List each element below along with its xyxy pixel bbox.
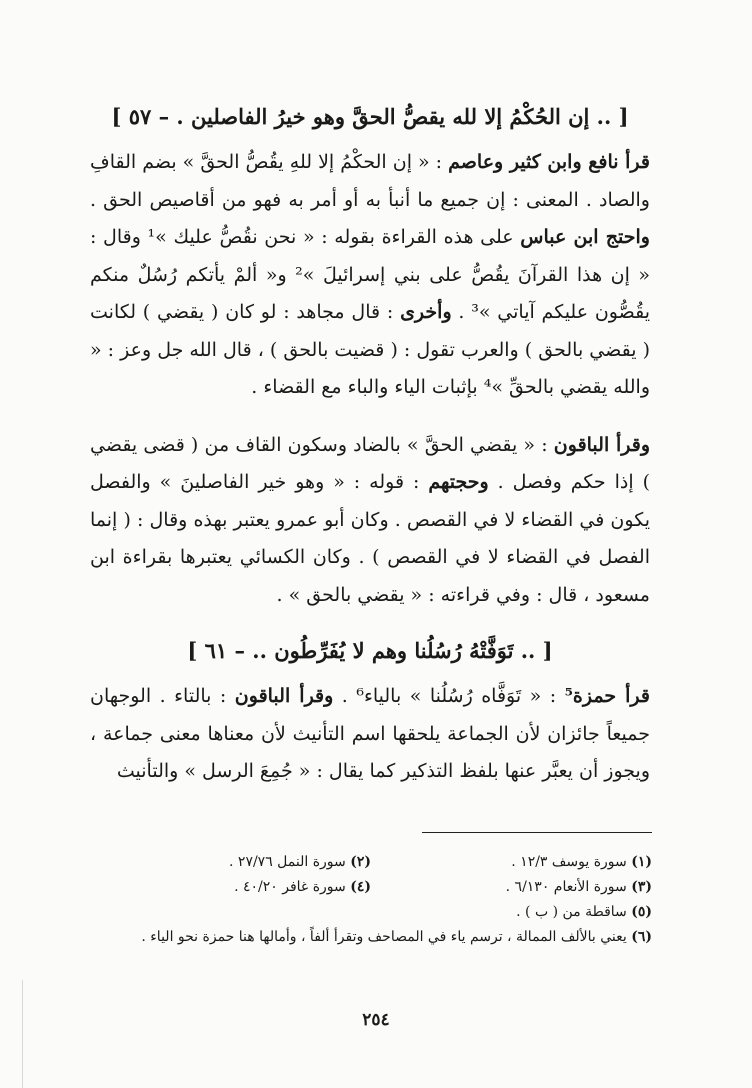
bold-term: وقرأ الباقون [553,433,650,456]
page-number: ٢٥٤ [362,1010,390,1030]
bold-term: قرأ حمزة⁵ [564,685,650,707]
bold-term: وحجتهم [428,471,489,493]
commentary-paragraph [90,427,650,615]
text-run: : « يقضي الحقَّ » بالضاد وسكون القاف من ( قضى يقضي ) إذا حكم وفصل . [90,433,650,493]
bold-term: قرأ نافع وابن كثير وعاصم [448,151,650,173]
footnote: (٤) سورة غافر ٤٠/٢٠ . [234,879,371,895]
footnote: (٣) سورة الأنعام ٦/١٣٠ . [505,879,652,895]
text-run: : « تَوَفَّاه رُسُلُنا » بالياء⁶ . [333,685,565,707]
footnote: (٢) سورة النمل ٢٧/٧٦ . [229,854,371,870]
footnote: (١) سورة يوسف ١٢/٣ . [511,854,652,870]
bold-term: وقرأ الباقون [234,685,334,707]
verse-heading-61: [ .. تَوَفَّتْهُ رُسُلُنا وهم لا يُفَرِّطُون .. – ٦١ ] [187,638,553,663]
footnote: (٥) ساقطة من ( ب ) . [516,904,652,920]
commentary-paragraph [90,144,650,407]
bold-term: واحتج ابن عباس [520,226,650,248]
footnote-divider [422,832,652,833]
text-run: : « إن الحكْمُ إلا للهِ يقُصُّ الحقَّ » بضم القافِ والصاد . المعنى : إن جميع ما أنبأ به أو أمر به فهو من أقاصيص الحق . [90,151,650,211]
text-run: : قال مجاهد : لو كان ( يقضي ) لكانت ( يقضي بالحق ) والعرب تقول : ( قضيت بالحق ) ، قال الله جل وعز : « والله يقضي بالحقِّ »⁴ بإثبات الياء والباء مع القضاء . [90,301,650,398]
bold-term: وأخرى [400,301,452,323]
footnotes [90,850,652,950]
text-run: : قوله : « وهو خير الفاصلينَ » والفصل يكون في القضاء لا في القصص . وكان أبو عمرو يعتبر بهذه وقال : ( إنما الفصل في القضاء لا في القصص ) . وكان الكسائي يعتبرها بقراءة ابن مسعود ، قال : وفي قراءته : « يقضي بالحق » . [90,471,650,606]
text-run: : بالتاء . الوجهان جميعاً جائزان لأن الجماعة يلحقها اسم التأنيث لأن معناها معنى جماعة ، ويجوز أن يعبَّر عنها بلفظ التذكير كما يقال : « جُمِعَ الرسل » والتأنيث [90,685,650,782]
commentary-paragraph [90,678,650,791]
main-text [90,100,650,811]
text-run: على هذه القراءة بقوله : « نحن نقُصُّ عليك »¹ وقال : « إن هذا القرآنَ يقُصُّ على بني إسرائيلَ »² و« ألمْ يأتكم رُسُلٌ منكم يقُصُّون عليكم آياتي »³ . [90,226,650,323]
verse-heading-57: [ .. إن الحُكْمُ إلا لله يقصُّ الحقَّ وهو خيرُ الفاصلين . – ٥٧ ] [111,104,629,129]
page-edge-line [22,980,23,1088]
footnote: (٦) يعني بالألف الممالة ، ترسم ياء في المصاحف وتقرأ ألفاً ، وأمالها هنا حمزة نحو الياء . [141,929,652,945]
